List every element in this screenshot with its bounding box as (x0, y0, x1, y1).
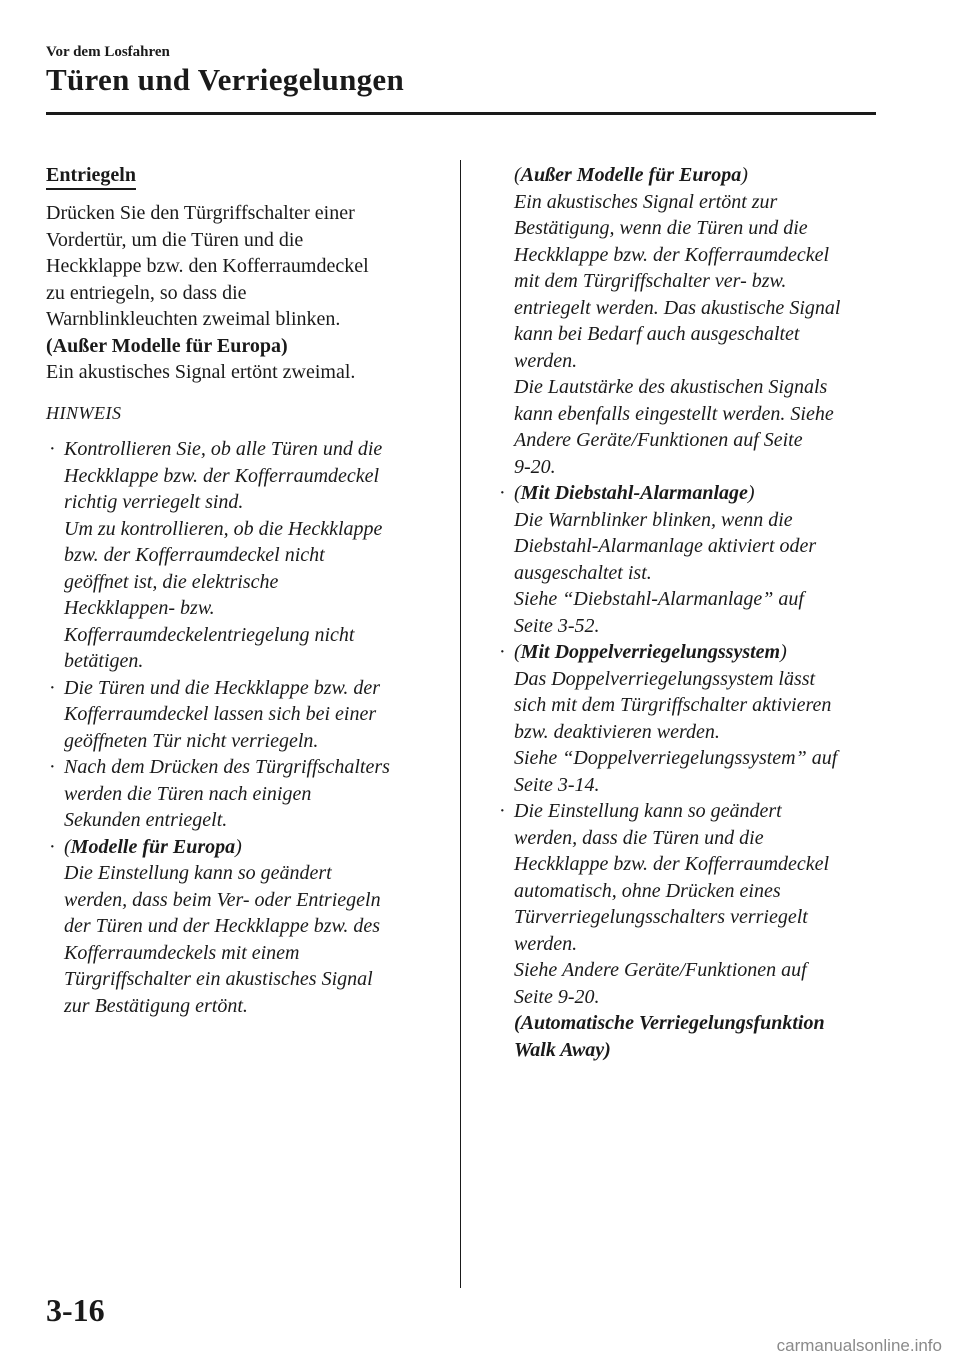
note-item (496, 798, 896, 1063)
text-line: bzw. der Kofferraumdeckel nicht (64, 544, 325, 566)
text-line: Heckklappe bzw. der Kofferraumdeckel (514, 243, 830, 266)
note-item (496, 639, 896, 798)
text-line: kann ebenfalls eingestellt werden. Siehe (514, 402, 834, 425)
text-line: Türgriffschalter ein akustisches Signal (64, 968, 373, 990)
watermark: carmanualsonline.info (776, 1336, 942, 1355)
note-label: HINWEIS (46, 402, 122, 423)
text-line: Vordertür, um die Türen und die (46, 228, 304, 251)
note-item (496, 480, 896, 639)
text-line: kann bei Bedarf auch ausgeschaltet (514, 323, 800, 345)
text-line: Kofferraumdeckel lassen sich bei einer (64, 703, 377, 725)
right-column (496, 162, 896, 1063)
section-heading: Entriegeln (46, 163, 136, 190)
text-line: Kofferraumdeckels mit einem (64, 941, 300, 964)
text-line: Siehe Andere Geräte/Funktionen auf (514, 959, 807, 981)
bullet-icon: · (49, 676, 56, 699)
intro-paragraph (46, 200, 446, 333)
item-heading: (Mit Doppelverriegelungssystem) (514, 641, 787, 663)
text-line: Heckklappe bzw. den Kofferraumdeckel (46, 255, 369, 277)
text-line: sich mit dem Türgriffschalter aktivieren (514, 694, 832, 716)
bullet-icon: · (499, 800, 506, 822)
text-line: werden. (514, 932, 578, 955)
text-line: Heckklappe bzw. der Kofferraumdeckel (64, 464, 380, 487)
note-item (46, 834, 446, 1020)
text-line: richtig verriegelt sind. (64, 491, 244, 513)
text-line: Kontrollieren Sie, ob alle Türen und die (64, 438, 383, 460)
text-line: Heckklappe bzw. der Kofferraumdeckel (514, 853, 830, 875)
text-line: entriegelt werden. Das akustische Signal (514, 296, 841, 319)
text-line: Seite 9-20. (514, 985, 600, 1008)
bullet-icon: · (49, 835, 56, 858)
item-heading: (Automatische Verriegelungsfunktion (514, 1012, 825, 1034)
text-line: geöffneten Tür nicht verriegeln. (64, 729, 319, 752)
text-line: zu entriegeln, so dass die (46, 281, 247, 304)
text-line: Warnblinkleuchten zweimal blinken. (46, 308, 341, 330)
text-line: ausgeschaltet ist. (514, 561, 652, 584)
text-line: Kofferraumdeckelentriegelung nicht (64, 623, 355, 646)
text-line: Die Einstellung kann so geändert (514, 800, 782, 822)
text-line: Heckklappen- bzw. (64, 597, 215, 619)
text-line: der Türen und der Heckklappe bzw. des (64, 915, 381, 937)
text-line: werden. (514, 349, 578, 372)
text-line: Die Türen und die Heckklappe bzw. der (64, 676, 381, 699)
text-line: bzw. deaktivieren werden. (514, 720, 720, 743)
item-heading-text: Außer Modelle für Europa (520, 164, 742, 186)
item-heading: (Mit Diebstahl-Alarmanlage) (514, 482, 755, 504)
text-line: Türverriegelungsschalters verriegelt (514, 906, 808, 928)
text-line: 9-20. (514, 455, 556, 478)
text-line: Andere Geräte/Funktionen auf Seite (514, 429, 803, 451)
item-heading-text: Mit Diebstahl-Alarmanlage (520, 482, 748, 504)
text-line: mit dem Türgriffschalter ver- bzw. (514, 270, 787, 292)
continued-note (496, 162, 896, 480)
column-divider (460, 160, 461, 1288)
text-line: Das Doppelverriegelungssystem lässt (514, 667, 816, 690)
note-item (46, 754, 446, 834)
text-line: Drücken Sie den Türgriffschalter einer (46, 202, 355, 224)
text-line: Sekunden entriegelt. (64, 809, 228, 831)
text-line: geöffnet ist, die elektrische (64, 570, 279, 593)
text-line: Seite 3-14. (514, 773, 600, 796)
item-heading-text: Modelle für Europa (70, 835, 236, 858)
text-line: automatisch, ohne Drücken eines (514, 879, 781, 902)
text-line: Diebstahl-Alarmanlage aktiviert oder (514, 535, 817, 557)
chapter-label: Vor dem Losfahren (46, 44, 170, 60)
item-heading: (Modelle für Europa) (64, 835, 242, 858)
text-line: Die Lautstärke des akustischen Signals (514, 376, 828, 398)
text-line: Die Einstellung kann so geändert (64, 862, 332, 884)
bullet-icon: · (49, 756, 56, 778)
note-item (46, 436, 446, 675)
sub-body: Ein akustisches Signal ertönt zweimal. (46, 361, 356, 383)
item-heading: (Außer Modelle für Europa) (514, 164, 748, 186)
text-line: zur Bestätigung ertönt. (64, 994, 248, 1017)
text-line: Siehe “Diebstahl-Alarmanlage” auf (514, 588, 804, 610)
title-rule (46, 112, 876, 115)
text-line: werden die Türen nach einigen (64, 782, 312, 805)
item-heading-text: Mit Doppelverriegelungssystem (520, 641, 781, 663)
bullet-icon: · (49, 438, 56, 460)
text-line: Nach dem Drücken des Türgriffschalters (64, 756, 390, 778)
text-line: Ein akustisches Signal ertönt zur (514, 190, 778, 213)
page-title: Türen und Verriegelungen (46, 62, 405, 97)
bullet-icon: · (499, 482, 506, 504)
item-heading: Walk Away) (514, 1038, 611, 1061)
text-line: Bestätigung, wenn die Türen und die (514, 217, 808, 239)
text-line: Die Warnblinker blinken, wenn die (514, 508, 793, 531)
text-line: betätigen. (64, 650, 144, 672)
left-column (46, 162, 446, 1019)
sub-heading: (Außer Modelle für Europa) (46, 334, 288, 357)
note-item (46, 675, 446, 755)
text-line: Um zu kontrollieren, ob die Heckklappe (64, 517, 383, 540)
page-number: 3-16 (46, 1292, 105, 1328)
text-line: werden, dass die Türen und die (514, 826, 764, 849)
text-line: Seite 3-52. (514, 614, 600, 637)
text-line: Siehe “Doppelverriegelungssystem” auf (514, 747, 838, 769)
bullet-icon: · (499, 641, 506, 663)
text-line: werden, dass beim Ver- oder Entriegeln (64, 888, 381, 911)
